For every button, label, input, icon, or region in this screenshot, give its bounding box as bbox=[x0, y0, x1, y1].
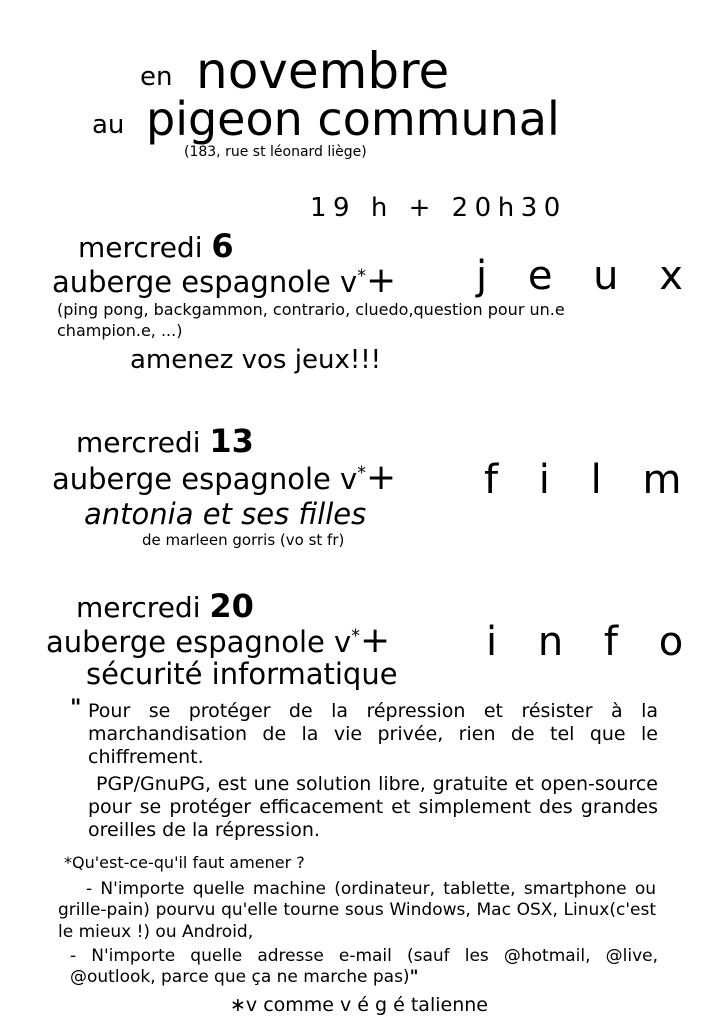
event1-theme: j e u x bbox=[476, 253, 697, 299]
header-month: novembre bbox=[196, 42, 450, 100]
header-times: 19 h + 20h30 bbox=[310, 193, 567, 223]
event1-games: (ping pong, backgammon, contrario, cluedo,question pour un.e champion.e, ...) bbox=[57, 300, 565, 340]
header-address: (183, rue st léonard liège) bbox=[184, 144, 367, 160]
event2-num: 13 bbox=[209, 422, 254, 460]
quote-open-mark: " bbox=[70, 696, 82, 721]
event1-meal: auberge espagnole v bbox=[52, 265, 358, 299]
event3-ask: *Qu'est-ce-qu'il faut amener ? bbox=[64, 853, 305, 872]
event2-meal: auberge espagnole v bbox=[52, 462, 358, 496]
event3-plus: + bbox=[359, 620, 391, 661]
event3-item-1: - N'importe quelle machine (ordinateur, tablette, smartphone ou grille-pain) pourvu qu'elle tourne sous Windows, Mac OSX, Linux(c'est le mieux !) ou Android, bbox=[58, 879, 656, 942]
event1-meal-line bbox=[52, 260, 397, 301]
event3-num: 20 bbox=[209, 587, 254, 625]
event2-day: mercredi bbox=[76, 426, 201, 459]
event3-paragraph-2: PGP/GnuPG, est une solution libre, gratuite et open-source pour se protéger efficacement et simplement des grandes oreilles de la répression. bbox=[88, 773, 658, 841]
event2-star: * bbox=[357, 463, 366, 484]
event2-film-title: antonia et ses filles bbox=[84, 497, 367, 531]
event3-theme: i n f o bbox=[486, 619, 698, 665]
event1-num: 6 bbox=[211, 227, 234, 265]
event2-credit: de marleen gorris (vo st fr) bbox=[142, 531, 345, 549]
event3-date bbox=[76, 587, 254, 625]
event1-bring: amenez vos jeux!!! bbox=[130, 345, 382, 375]
event3-star: * bbox=[351, 626, 360, 647]
event1-day: mercredi bbox=[78, 231, 203, 264]
event1-plus: + bbox=[365, 260, 397, 301]
header-venue: pigeon communal bbox=[146, 92, 560, 146]
event3-topic: sécurité informatique bbox=[86, 657, 398, 691]
quote-close-mark: " bbox=[409, 967, 419, 988]
footnote: ∗v comme v é g é talienne bbox=[230, 994, 488, 1016]
event3-item-2-text: - N'importe quelle adresse e-mail (sauf les @hotmail, @live, @outlook, parce que ça ne marche pas) bbox=[70, 946, 658, 988]
event3-meal-line bbox=[46, 620, 391, 661]
event1-date bbox=[78, 227, 234, 265]
event2-meal-line bbox=[52, 457, 397, 498]
event2-plus: + bbox=[365, 457, 397, 498]
event1-star: * bbox=[357, 266, 366, 287]
event2-date bbox=[76, 422, 254, 460]
event3-meal: auberge espagnole v bbox=[46, 625, 352, 659]
event3-day: mercredi bbox=[76, 591, 201, 624]
event3-paragraph-1: Pour se protéger de la répression et résister à la marchandisation de la vie privée, rien de tel que le chiffrement. bbox=[88, 700, 658, 768]
event3-item-2 bbox=[70, 946, 658, 989]
event2-theme: f i l m bbox=[484, 457, 696, 503]
header-en: en bbox=[140, 62, 173, 92]
header-au: au bbox=[92, 110, 125, 140]
